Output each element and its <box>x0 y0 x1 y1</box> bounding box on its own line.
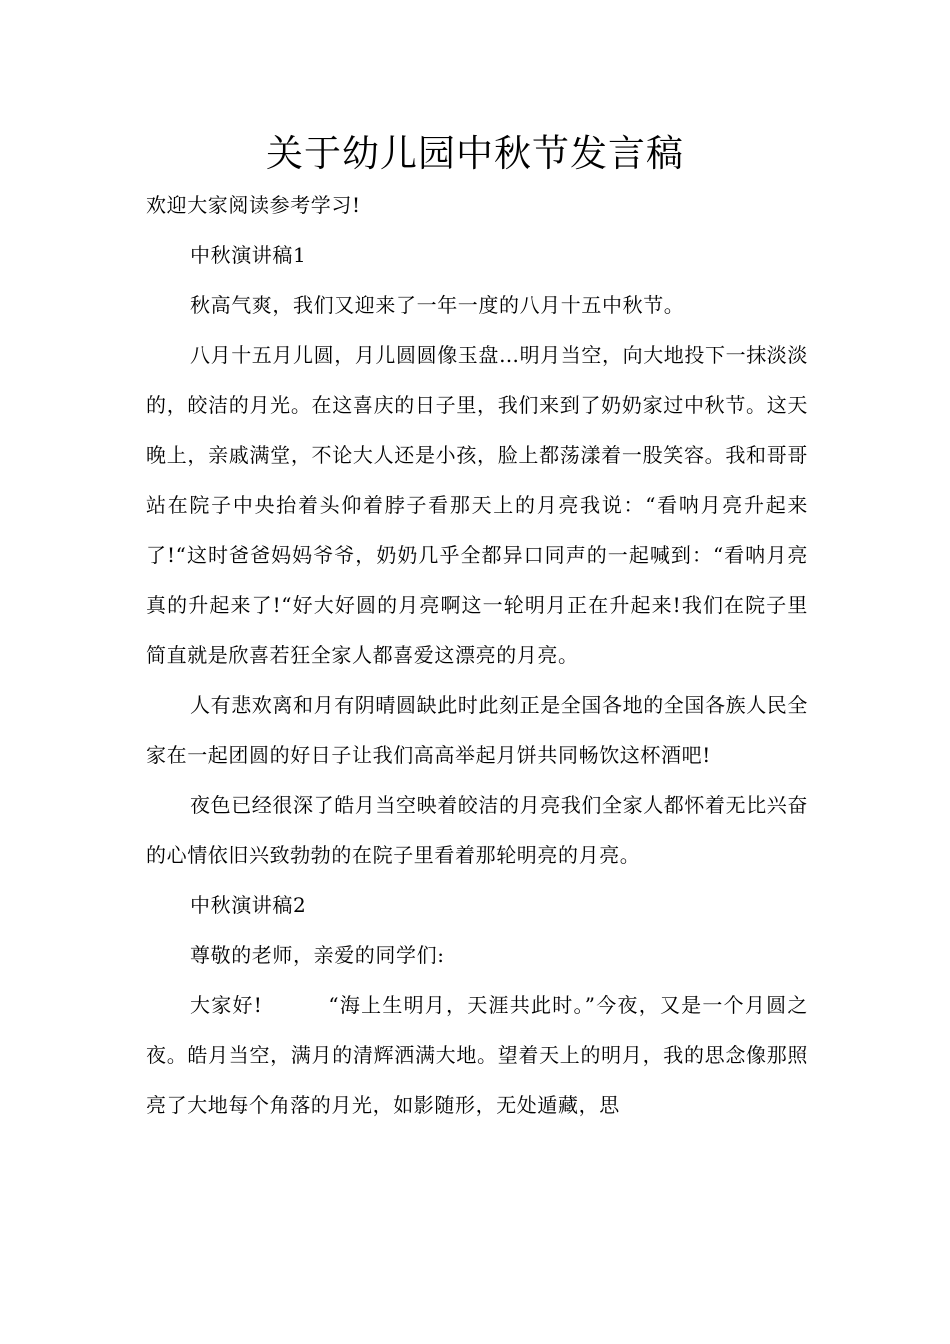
document-body <box>146 180 808 1130</box>
paragraph: 八月十五月儿圆，月儿圆圆像玉盘…明月当空，向大地投下一抹淡淡的，皎洁的月光。在这喜庆的日子里，我们来到了奶奶家过中秋节。这天晚上，亲戚满堂，不论大人还是小孩，脸上都荡漾着一股笑容。我和哥哥站在院子中央抬着头仰着脖子看那天上的月亮我说：“看呐月亮升起来了!“这时爸爸妈妈爷爷，奶奶几乎全都异口同声的一起喊到：“看呐月亮真的升起来了!“好大好圆的月亮啊这一轮明月正在升起来!我们在院子里简直就是欣喜若狂全家人都喜爱这漂亮的月亮。 <box>146 343 808 667</box>
paragraph: 人有悲欢离和月有阴晴圆缺此时此刻正是全国各地的全国各族人民全家在一起团圆的好日子让我们高高举起月饼共同畅饮这杯酒吧! <box>146 693 808 767</box>
paragraph: 秋高气爽，我们又迎来了一年一度的八月十五中秋节。 <box>190 293 685 317</box>
document-title: 关于幼儿园中秋节发言稿 <box>266 132 684 175</box>
section-heading-2: 中秋演讲稿2 <box>190 893 307 917</box>
salutation: 尊敬的老师，亲爱的同学们: <box>190 943 445 967</box>
paragraph: 夜色已经很深了皓月当空映着皎洁的月亮我们全家人都怀着无比兴奋的心情依旧兴致勃勃的在院子里看着那轮明亮的月亮。 <box>146 793 808 867</box>
intro-paragraph: 欢迎大家阅读参考学习! <box>146 193 361 217</box>
paragraph-text: “海上生明月，天涯共此时。”今夜，又是一个月圆之夜。皓月当空，满月的清辉洒满大地。望着天上的明月，我的思念像那照亮了大地每个角落的月光，如影随形，无处遁藏，思 <box>146 993 808 1117</box>
paragraph <box>146 980 808 1130</box>
greeting-text: 大家好! <box>190 993 263 1017</box>
section-heading-1: 中秋演讲稿1 <box>190 243 307 267</box>
